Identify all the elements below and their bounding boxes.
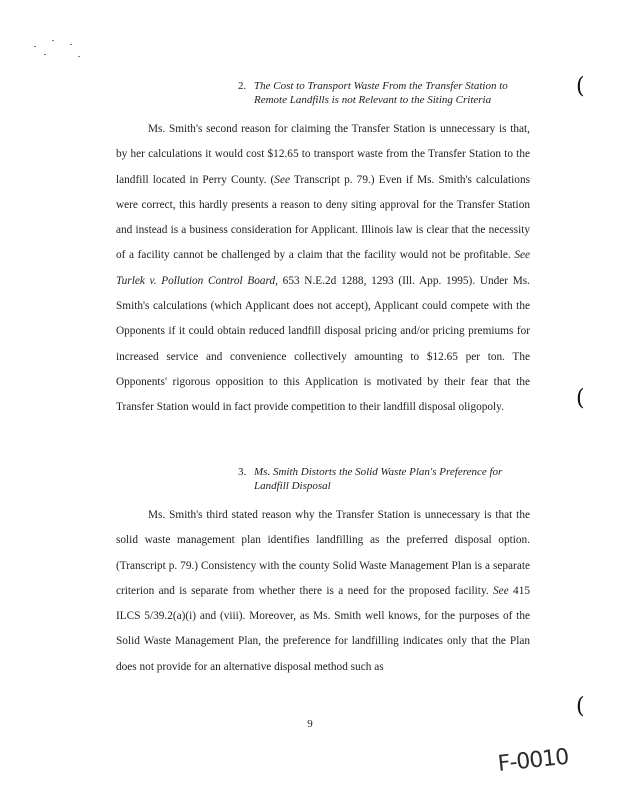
scan-speck: [70, 44, 72, 45]
see-signal: See: [274, 173, 290, 186]
case-citation: See Turlek v. Pollution Control Board,: [116, 249, 530, 287]
scan-speck: [52, 40, 54, 41]
section-2-heading: [238, 79, 568, 107]
scan-speck: [44, 54, 46, 55]
paragraph1-text3: 653 N.E.2d 1288, 1293 (Ill. App. 1995). Under Ms. Smith's calculations (which Applicant does not accept), Applicant could compete with the Opponents if it could obtain reduced landfill disposal pricing and/or pricing premiums for increased service and convenience collectively amounting to $12.65 per ton. The Opponents' rigorous opposition to this Application is motivated by their fear that the Transfer Station would in fact provide competition to their landfill disposal oligopoly.: [116, 274, 530, 414]
document-stamp: F-0010: [496, 744, 570, 777]
section-2-number: 2.: [238, 80, 247, 92]
paragraph1-text1: Ms. Smith's second reason for claiming the Transfer Station is unnecessary is that, by her calculations it would cost $12.65 to transport waste from the Transfer Station to the landfill located in Perry County. (: [116, 123, 530, 186]
paragraph2-text2: 415 ILCS 5/39.2(a)(i) and (viii). Moreover, as Ms. Smith well knows, for the purposes of the Solid Waste Management Plan, the preference for landfilling indicates only that the Plan does not provide for an alternative disposal method such as: [116, 584, 530, 673]
scan-speck: [78, 56, 80, 57]
paragraph-plan-preference: [116, 503, 530, 680]
see-signal: See: [493, 584, 509, 597]
section-3-heading: [238, 465, 568, 493]
paragraph-transport-cost: [116, 117, 530, 421]
paragraph1-text2: Transcript p. 79.) Even if Ms. Smith's calculations were correct, this hardly presents a reason to deny siting approval for the Transfer Station and instead is a business consideration for Applicant. Illinois law is clear that the necessity of a facility cannot be challenged by a claim that the facility would not be profitable.: [116, 173, 530, 262]
section-2-heading-line2: Remote Landfills is not Relevant to the Siting Criteria: [254, 94, 492, 106]
section-3-heading-line2: Landfill Disposal: [254, 480, 331, 492]
margin-mark: (: [576, 386, 585, 411]
page-number: 9: [307, 718, 313, 730]
scan-speck: [34, 46, 36, 47]
section-2-heading-line1: The Cost to Transport Waste From the Transfer Station to: [254, 80, 508, 92]
paragraph2-text1: Ms. Smith's third stated reason why the Transfer Station is unnecessary is that the solid waste management plan identifies landfilling as the preferred disposal option. (Transcript p. 79.) Consistency with the county Solid Waste Management Plan is a separate criterion and is separate from whether there is a need for the proposed facility.: [116, 509, 530, 597]
section-3-number: 3.: [238, 466, 247, 478]
section-3-heading-line1: Ms. Smith Distorts the Solid Waste Plan's Preference for: [254, 466, 503, 478]
margin-mark: (: [576, 74, 585, 99]
margin-mark: (: [576, 694, 585, 719]
